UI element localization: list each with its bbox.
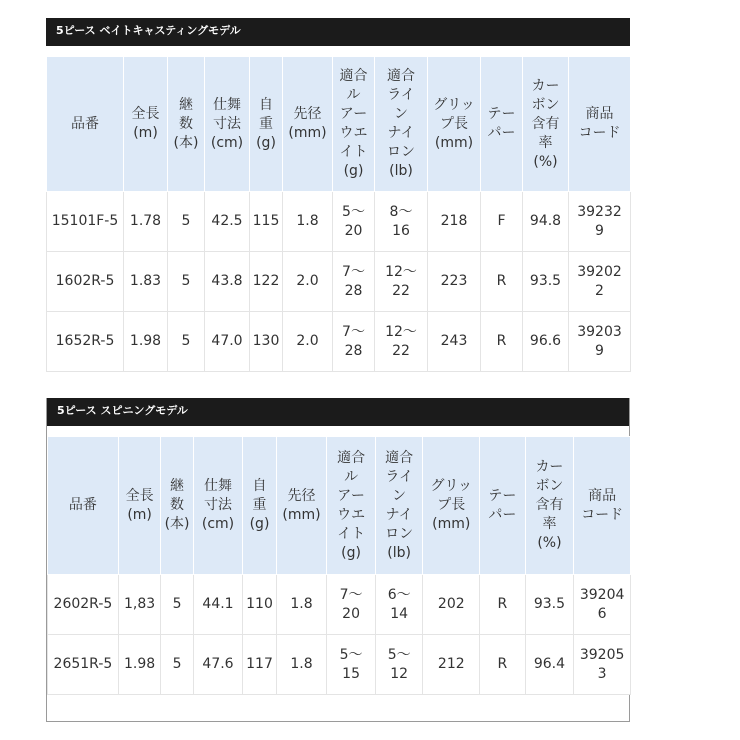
column-header: 適合 ル アー ウエ イト (g) — [333, 57, 375, 192]
column-header: カー ボン 含有 率 (%) — [523, 57, 569, 192]
table-cell: 1.98 — [124, 312, 168, 372]
section-title: 5ピース スピニングモデル — [47, 398, 629, 426]
table-cell: 218 — [428, 192, 481, 252]
table-cell: 1.78 — [124, 192, 168, 252]
table-cell: 117 — [243, 635, 276, 695]
table-cell: 6～ 14 — [375, 575, 423, 635]
table-cell: 1652R-5 — [47, 312, 124, 372]
column-header: グリッ プ長 (mm) — [423, 437, 480, 575]
spec-table — [47, 436, 631, 695]
table-cell: 96.6 — [523, 312, 569, 372]
column-header: 品番 — [48, 437, 119, 575]
column-header: 商品 コード — [574, 437, 631, 575]
table-cell: 12～ 22 — [375, 312, 428, 372]
table-cell: 7～ 28 — [333, 252, 375, 312]
table-cell: 93.5 — [523, 252, 569, 312]
column-header: 仕舞 寸法 (cm) — [205, 57, 250, 192]
table-cell: 1.8 — [276, 635, 327, 695]
table-cell: 7～ 20 — [327, 575, 376, 635]
table-cell: 5～ 12 — [375, 635, 423, 695]
column-header: テー パー — [481, 57, 523, 192]
table-cell: 96.4 — [525, 635, 574, 695]
table-cell: 42.5 — [205, 192, 250, 252]
column-header: 全長 (m) — [118, 437, 161, 575]
divider-strip — [47, 426, 629, 436]
table-cell: 5～ 15 — [327, 635, 376, 695]
table-cell: 39202 2 — [569, 252, 631, 312]
table-cell: R — [481, 312, 523, 372]
column-header: カー ボン 含有 率 (%) — [525, 437, 574, 575]
divider-strip — [46, 46, 630, 56]
table-cell: 39204 6 — [574, 575, 631, 635]
table-cell: 15101F-5 — [47, 192, 124, 252]
column-header: 仕舞 寸法 (cm) — [193, 437, 243, 575]
header-row — [48, 437, 631, 575]
table-row — [47, 192, 631, 252]
table-cell: 47.0 — [205, 312, 250, 372]
column-header: グリッ プ長 (mm) — [428, 57, 481, 192]
table-cell: 39232 9 — [569, 192, 631, 252]
table-cell: 93.5 — [525, 575, 574, 635]
table-cell: 5 — [168, 312, 205, 372]
table-cell: 5～ 20 — [333, 192, 375, 252]
table-cell: R — [480, 635, 526, 695]
bait-casting-section — [46, 18, 630, 372]
column-header: 適合 ル アー ウエ イト (g) — [327, 437, 376, 575]
table-cell: F — [481, 192, 523, 252]
table-cell: 2651R-5 — [48, 635, 119, 695]
table-cell: 1.83 — [124, 252, 168, 312]
table-cell: 110 — [243, 575, 276, 635]
table-cell: 130 — [250, 312, 283, 372]
table-row — [47, 252, 631, 312]
table-cell: 115 — [250, 192, 283, 252]
spinning-section — [46, 398, 630, 722]
table-cell: 12～ 22 — [375, 252, 428, 312]
table-cell: 7～ 28 — [333, 312, 375, 372]
table-cell: 5 — [161, 575, 193, 635]
table-cell: 94.8 — [523, 192, 569, 252]
table-cell: 8～ 16 — [375, 192, 428, 252]
table-cell: R — [480, 575, 526, 635]
column-header: 全長 (m) — [124, 57, 168, 192]
table-cell: 202 — [423, 575, 480, 635]
table-cell: 5 — [168, 192, 205, 252]
table-cell: 243 — [428, 312, 481, 372]
table-cell: 43.8 — [205, 252, 250, 312]
table-cell: 2.0 — [283, 252, 333, 312]
table-cell: 1602R-5 — [47, 252, 124, 312]
column-header: 先径 (mm) — [283, 57, 333, 192]
table-cell: 212 — [423, 635, 480, 695]
column-header: 先径 (mm) — [276, 437, 327, 575]
table-cell: 1.98 — [118, 635, 161, 695]
table-row — [47, 312, 631, 372]
table-cell: 5 — [168, 252, 205, 312]
table-cell: 223 — [428, 252, 481, 312]
column-header: 継 数 (本) — [168, 57, 205, 192]
table-cell: 1,83 — [118, 575, 161, 635]
table-cell: 5 — [161, 635, 193, 695]
table-cell: 1.8 — [276, 575, 327, 635]
table-cell: 44.1 — [193, 575, 243, 635]
column-header: 継 数 (本) — [161, 437, 193, 575]
table-cell: 2.0 — [283, 312, 333, 372]
table-cell: 47.6 — [193, 635, 243, 695]
column-header: 商品 コード — [569, 57, 631, 192]
column-header: 適合 ライ ン ナイ ロン (lb) — [375, 437, 423, 575]
section-title: 5ピース ベイトキャスティングモデル — [46, 18, 630, 46]
table-row — [48, 575, 631, 635]
table-cell: 122 — [250, 252, 283, 312]
column-header: テー パー — [480, 437, 526, 575]
spec-table — [46, 56, 631, 372]
table-cell: 1.8 — [283, 192, 333, 252]
table-cell: 39205 3 — [574, 635, 631, 695]
column-header: 自 重 (g) — [250, 57, 283, 192]
column-header: 自 重 (g) — [243, 437, 276, 575]
table-row — [48, 635, 631, 695]
table-body — [48, 575, 631, 695]
column-header: 品番 — [47, 57, 124, 192]
table-cell: 2602R-5 — [48, 575, 119, 635]
table-body — [47, 192, 631, 372]
column-header: 適合 ライ ン ナイ ロン (lb) — [375, 57, 428, 192]
header-row — [47, 57, 631, 192]
table-cell: R — [481, 252, 523, 312]
table-cell: 39203 9 — [569, 312, 631, 372]
